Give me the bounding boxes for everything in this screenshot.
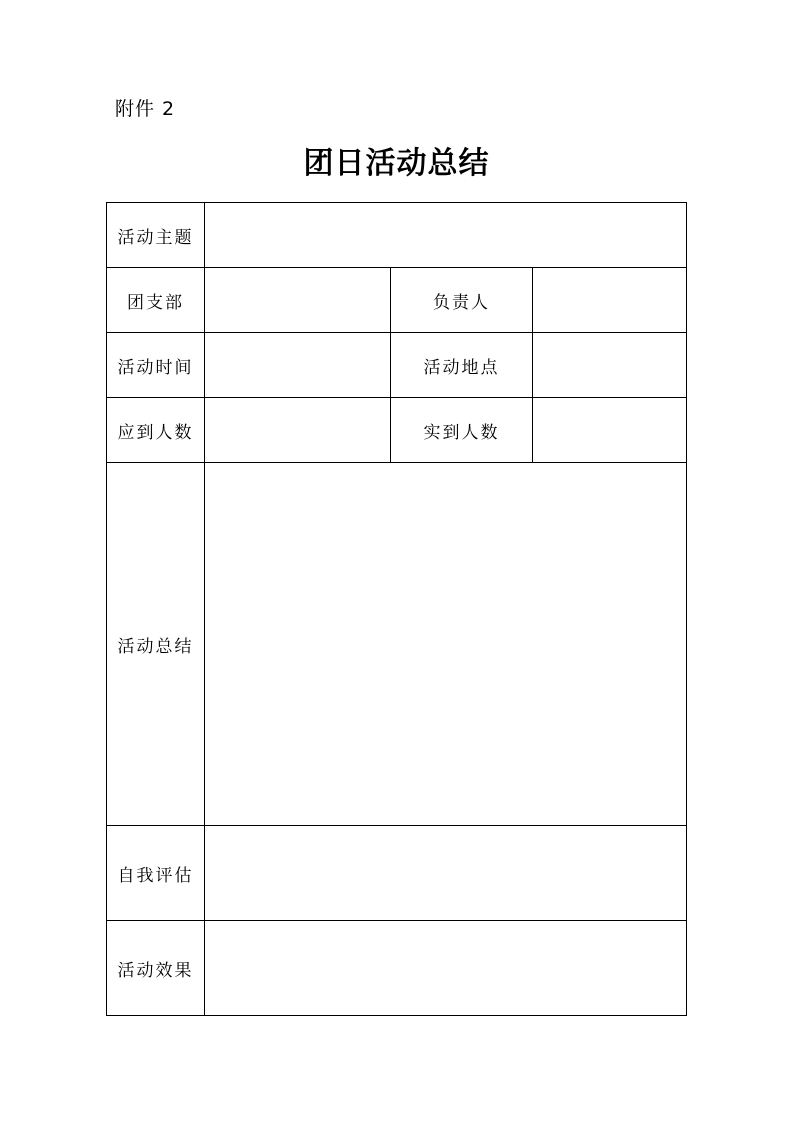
expected-count-label: 应到人数: [107, 398, 205, 463]
leader-label: 负责人: [391, 268, 533, 333]
theme-field[interactable]: [205, 203, 687, 268]
effect-label: 活动效果: [107, 921, 205, 1016]
row-time: [107, 333, 687, 398]
row-theme: [107, 203, 687, 268]
row-branch: [107, 268, 687, 333]
page-title: 团日活动总结: [303, 146, 490, 181]
row-self-evaluation: [107, 826, 687, 921]
row-effect: [107, 921, 687, 1016]
summary-field[interactable]: [205, 463, 687, 826]
time-field[interactable]: [205, 333, 391, 398]
branch-field[interactable]: [205, 268, 391, 333]
leader-field[interactable]: [533, 268, 687, 333]
summary-label: 活动总结: [107, 463, 205, 826]
row-summary: [107, 463, 687, 826]
theme-label: 活动主题: [107, 203, 205, 268]
activity-summary-form: [106, 202, 687, 1016]
actual-count-label: 实到人数: [391, 398, 533, 463]
self-evaluation-field[interactable]: [205, 826, 687, 921]
self-evaluation-label: 自我评估: [107, 826, 205, 921]
location-label: 活动地点: [391, 333, 533, 398]
effect-field[interactable]: [205, 921, 687, 1016]
time-label: 活动时间: [107, 333, 205, 398]
expected-count-field[interactable]: [205, 398, 391, 463]
attachment-label: 附件 2: [115, 98, 176, 120]
branch-label: 团支部: [107, 268, 205, 333]
actual-count-field[interactable]: [533, 398, 687, 463]
row-attendance: [107, 398, 687, 463]
location-field[interactable]: [533, 333, 687, 398]
